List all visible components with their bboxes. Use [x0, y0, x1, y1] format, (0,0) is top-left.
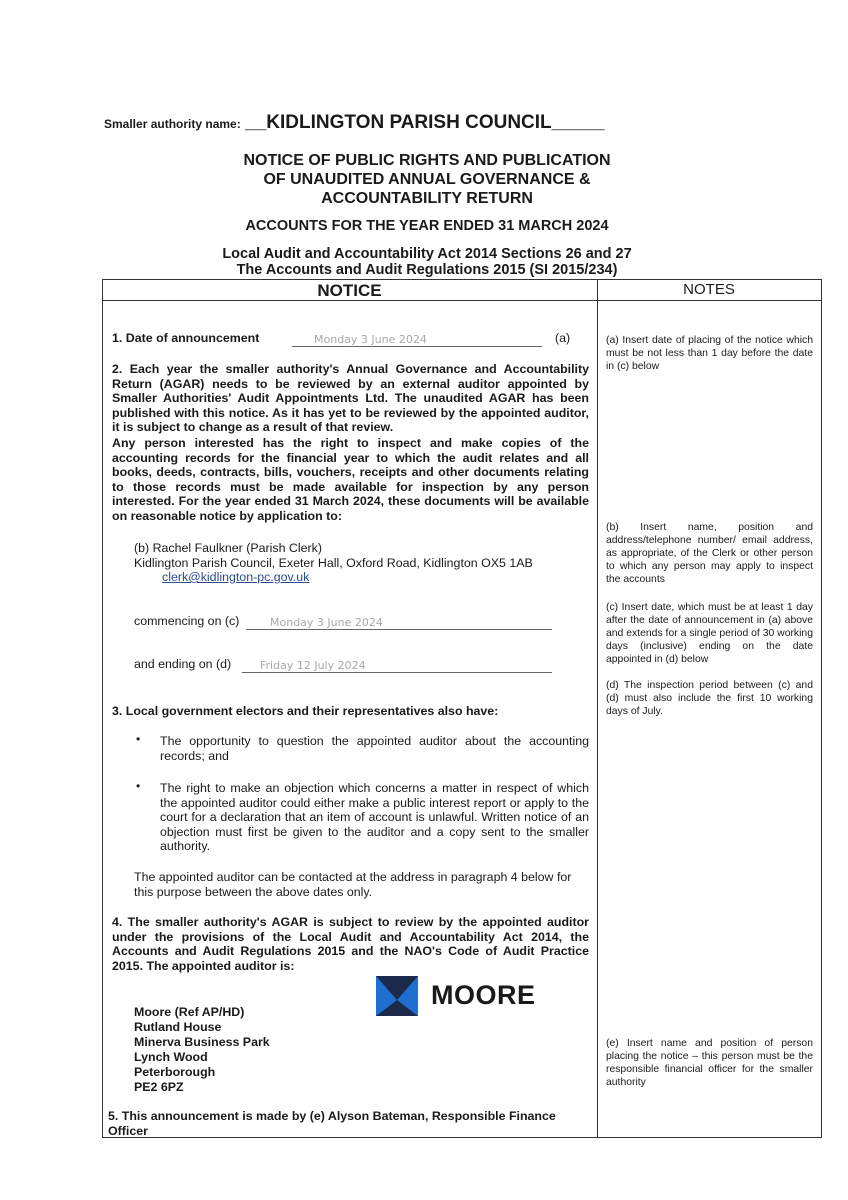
auditor-address-line: Minerva Business Park: [134, 1035, 270, 1049]
notes-column-header: NOTES: [683, 281, 735, 298]
contact-email-link[interactable]: clerk@kidlington-pc.gov.uk: [162, 570, 310, 584]
moore-logo-text: MOORE: [431, 980, 536, 1010]
note-c: (c) Insert date, which must be at least 1 day after the date of announcement in (a) above and extends for a single period of 30 working days (inclusive) ending on the date appointed in (d) below: [606, 602, 813, 665]
ending-label: and ending on (d): [134, 657, 232, 671]
authority-name-row: [104, 112, 744, 134]
paragraph-3-heading: 3. Local government electors and their representatives also have:: [112, 704, 499, 718]
auditor-address-line: Rutland House: [134, 1020, 222, 1034]
bullet-icon: •: [136, 779, 141, 793]
note-a: (a) Insert date of placing of the notice which must be not less than 1 day before the date in (c) below: [606, 335, 813, 372]
note-e: (e) Insert name and position of person placing the notice – this person must be the responsible financial officer for the smaller authority: [606, 1038, 813, 1088]
paragraph-2-inspection: Any person interested has the right to inspect and make copies of the accounting records for the financial year to which the audit relates and all books, deeds, contracts, bills, vouchers, receipts and other documents relating to those records must be made available for inspection by any person interested. For the year ended 31 March 2024, these documents will be available on reasonable notice by application to:: [112, 436, 589, 523]
notice-title-line-2: OF UNAUDITED ANNUAL GOVERNANCE &: [263, 171, 591, 188]
accounts-year: ACCOUNTS FOR THE YEAR ENDED 31 MARCH 2024: [245, 218, 609, 234]
auditor-contact-text: The appointed auditor can be contacted at the address in paragraph 4 below for this purpose between the above dates only.: [134, 870, 572, 899]
authority-label: Smaller authority name:: [104, 117, 241, 131]
commencing-label: commencing on (c): [134, 614, 240, 628]
note-d: (d) The inspection period between (c) and (d) must also include the first 10 working days of July.: [606, 680, 813, 717]
auditor-address-line: Moore (Ref AP/HD): [134, 1005, 245, 1019]
paragraph-5: 5. This announcement is made by (e) Alyson Bateman, Responsible Finance Officer: [108, 1109, 556, 1138]
notice-title-line-3: ACCOUNTABILITY RETURN: [321, 190, 533, 207]
announcement-date-value: Monday 3 June 2024: [314, 333, 427, 346]
act-line-1: Local Audit and Accountability Act 2014 Sections 26 and 27: [222, 246, 632, 262]
notice-title-line-1: NOTICE OF PUBLIC RIGHTS AND PUBLICATION: [243, 152, 611, 169]
contact-address: Kidlington Parish Council, Exeter Hall, Oxford Road, Kidlington OX5 1AB: [134, 556, 533, 570]
authority-name: __KIDLINGTON PARISH COUNCIL_____: [245, 112, 605, 133]
auditor-address-line: Lynch Wood: [134, 1050, 208, 1064]
act-line-2: The Accounts and Audit Regulations 2015 (SI 2015/234): [236, 262, 618, 278]
bullet-objection: The right to make an objection which concerns a matter in respect of which the appointed auditor could either make a public interest report or apply to the court for a declaration that an item of account is unlawful. Written notice of an objection must first be given to the auditor and a copy sent to the smaller authority.: [160, 781, 589, 853]
auditor-address-line: PE2 6PZ: [134, 1080, 184, 1094]
notice-column-header: NOTICE: [317, 281, 382, 300]
bullet-icon: •: [136, 732, 141, 746]
commencing-date-line: [246, 613, 552, 630]
column-divider: [597, 279, 598, 1137]
auditor-address-line: Peterborough: [134, 1065, 216, 1079]
announcement-date-label: 1. Date of announcement: [112, 331, 260, 345]
announcement-date-line: [292, 330, 542, 347]
moore-logo-icon: [376, 976, 418, 1016]
commencing-date-value: Monday 3 June 2024: [270, 616, 383, 629]
ending-date-line: [242, 656, 552, 673]
ending-date-value: Friday 12 July 2024: [260, 659, 366, 672]
paragraph-4: 4. The smaller authority's AGAR is subject to review by the appointed auditor under the provisions of the Local Audit and Accountability Act 2014, the Accounts and Audit Regulations 2015 and the NAO's Code of Audit Practice 2015. The appointed auditor is:: [112, 915, 589, 973]
contact-name: (b) Rachel Faulkner (Parish Clerk): [134, 541, 322, 555]
bullet-question-auditor: The opportunity to question the appointed auditor about the accounting records; and: [160, 734, 589, 763]
announcement-ref: (a): [555, 331, 571, 345]
note-b: (b) Insert name, position and address/telephone number/ email address, as appropriate, of the Clerk or other person to which any person may apply to inspect the accounts: [606, 522, 813, 585]
paragraph-2: 2. Each year the smaller authority's Annual Governance and Accountability Return (AGAR) needs to be reviewed by an external auditor appointed by Smaller Authorities' Audit Appointments Ltd. The unaudited AGAR has been published with this notice. As it has yet to be reviewed by the appointed auditor, it is subject to change as a result of that review.: [112, 362, 589, 434]
